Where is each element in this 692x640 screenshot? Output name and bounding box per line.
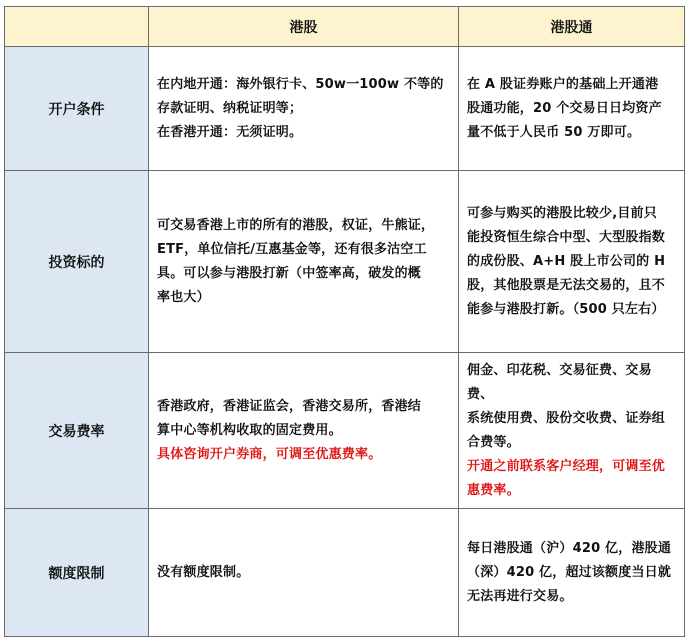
connect-trading-fees-line-3: 合费等。 [467, 434, 520, 450]
connect-investment-targets-line-4: 股，其他股票是无法交易的，且不 [467, 277, 666, 293]
comparison-table [4, 6, 685, 637]
hk-investment-targets-line-3: 具。可以参与港股打新（中签率高，破发的概 [157, 265, 422, 281]
hk-trading-fees-line-1: 香港政府，香港证监会，香港交易所，香港结 [157, 398, 422, 414]
hk-investment-targets-line-2: ETF，单位信托/互惠基金等，还有很多沽空工 [157, 241, 427, 257]
table-header-row [5, 7, 685, 47]
row-label-trading-fees: 交易费率 [5, 353, 149, 509]
connect-quota-limit-line-3: 无法再进行交易。 [467, 588, 573, 604]
connect-investment-targets-line-5: 能参与港股打新。（500 只左右） [467, 301, 665, 317]
connect-quota-limit-cell [459, 509, 685, 637]
hk-quota-limit-cell [149, 509, 459, 637]
hk-investment-targets-line-1: 可交易香港上市的所有的港股，权证，牛熊证， [157, 217, 435, 233]
table-row-trading-fees [5, 353, 685, 509]
hk-account-opening-cell [149, 47, 459, 171]
hk-account-opening-line-1: 在内地开通：海外银行卡、50w一100w 不等的 [157, 76, 444, 92]
table-row-investment-targets [5, 171, 685, 353]
connect-investment-targets-line-1: 可参与购买的港股比较少,目前只 [467, 205, 657, 221]
hk-investment-targets-cell [149, 171, 459, 353]
connect-investment-targets-line-2: 能投资恒生综合中型、大型股指数 [467, 229, 666, 245]
header-hk-stock: 港股 [149, 7, 459, 47]
connect-quota-limit-line-2: （深）420 亿，超过该额度当日就 [467, 564, 672, 580]
table-row-quota-limit [5, 509, 685, 637]
connect-account-opening-line-3: 量不低于人民币 50 万即可。 [467, 124, 641, 140]
connect-trading-fees-line-1: 佣金、印花税、交易征费、交易费、 [467, 362, 652, 402]
connect-account-opening-line-1: 在 A 股证券账户的基础上开通港 [467, 76, 659, 92]
hk-investment-targets-line-4: 率也大） [157, 289, 210, 305]
hk-trading-fees-highlight: 具体咨询开户券商，可调至优惠费率。 [157, 446, 382, 462]
connect-quota-limit-line-1: 每日港股通（沪）420 亿，港股通 [467, 540, 672, 556]
connect-trading-fees-cell [459, 353, 685, 509]
connect-account-opening-line-2: 股通功能，20 个交易日日均资产 [467, 100, 662, 116]
row-label-quota-limit: 额度限制 [5, 509, 149, 637]
comparison-table-container [4, 6, 684, 636]
hk-trading-fees-cell [149, 353, 459, 509]
hk-account-opening-line-3: 在香港开通：无须证明。 [157, 124, 303, 140]
connect-trading-fees-highlight-2: 惠费率。 [467, 482, 520, 498]
row-label-investment-targets: 投资标的 [5, 171, 149, 353]
connect-trading-fees-line-2: 系统使用费、股份交收费、证券组 [467, 410, 666, 426]
connect-investment-targets-line-3: 的成份股、A+H 股上市公司的 H [467, 253, 666, 269]
connect-account-opening-cell [459, 47, 685, 171]
hk-trading-fees-line-2: 算中心等机构收取的固定费用。 [157, 422, 342, 438]
connect-investment-targets-cell [459, 171, 685, 353]
hk-quota-limit-line-1: 没有额度限制。 [157, 564, 250, 580]
connect-trading-fees-highlight-1: 开通之前联系客户经理，可调至优 [467, 458, 666, 474]
table-row-account-opening [5, 47, 685, 171]
row-label-account-opening: 开户条件 [5, 47, 149, 171]
header-stock-connect: 港股通 [459, 7, 685, 47]
hk-account-opening-line-2: 存款证明、纳税证明等； [157, 100, 303, 116]
header-blank-cell [5, 7, 149, 47]
